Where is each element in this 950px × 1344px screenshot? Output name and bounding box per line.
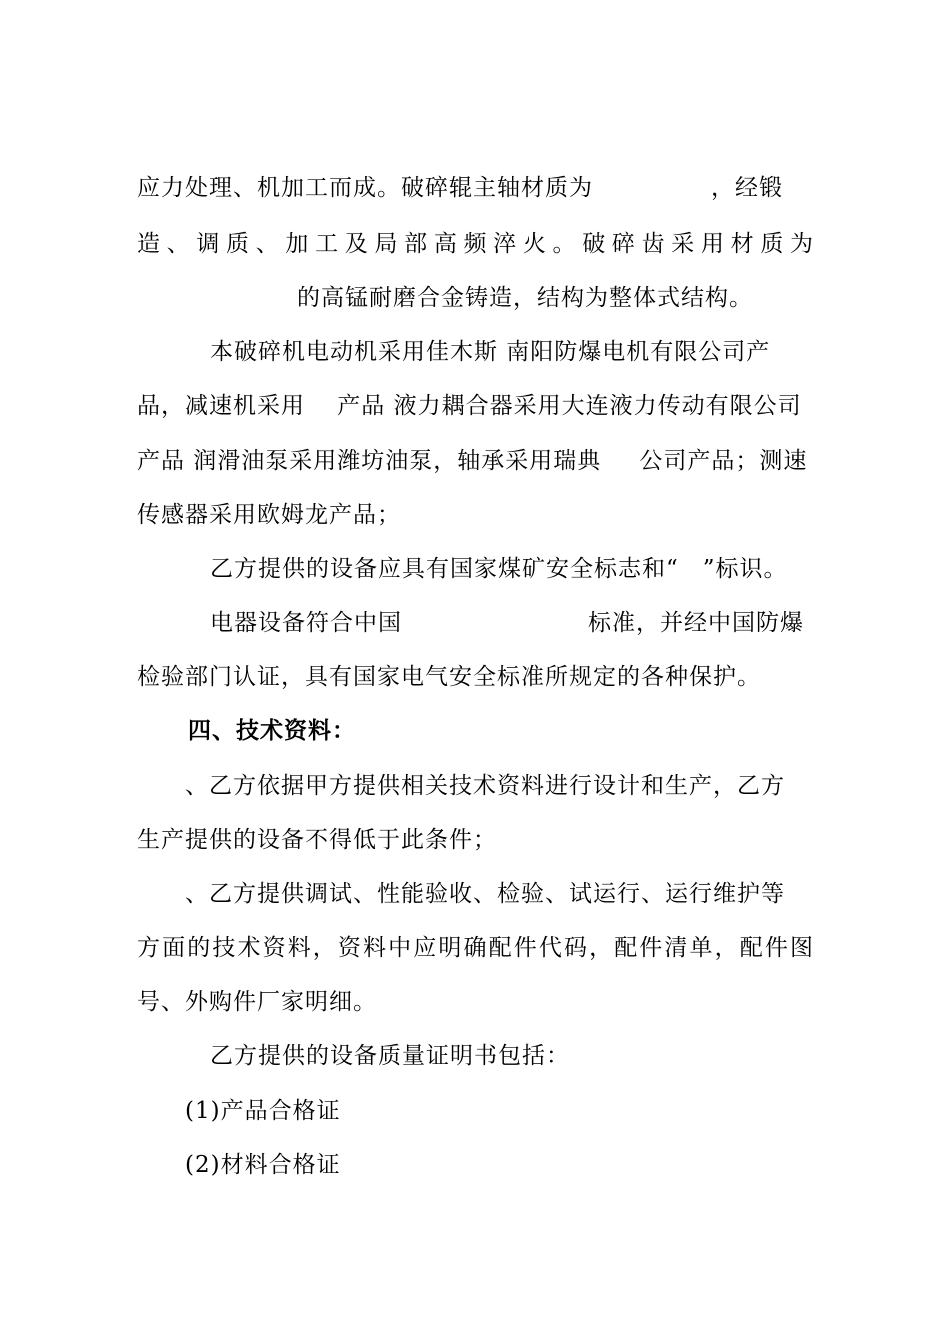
text-segment: 公司产品；测速 (639, 448, 808, 474)
paragraph-line: 乙方提供的设备应具有国家煤矿安全标志和“ ”标识。 (210, 556, 788, 582)
paragraph-line: 乙方提供的设备质量证明书包括： (210, 1043, 570, 1069)
paragraph-line: 号、外购件厂家明细。 (137, 989, 377, 1015)
text-segment: 标准，并经中国防爆 (588, 610, 804, 636)
paragraph-line: 本破碎机电动机采用佳木斯 南阳防爆电机有限公司产 (210, 339, 771, 365)
paragraph-line: 的高锰耐磨合金铸造，结构为整体式结构。 (297, 285, 753, 311)
paragraph-line: 传感器采用欧姆龙产品； (137, 502, 401, 528)
paragraph-line: 造、调质、加工及局部高频淬火。破碎齿采用材质为 (137, 231, 814, 257)
paragraph-line (137, 173, 814, 203)
text-segment: ，经锻 (711, 175, 783, 201)
section-heading: 四、技术资料： (188, 717, 356, 744)
paragraph-line: 、乙方依据甲方提供相关技术资料进行设计和生产，乙方 (185, 773, 785, 799)
text-segment: 产品 润滑油泵采用潍坊油泵，轴承采用瑞典 (137, 448, 602, 474)
text-segment: 电器设备符合中国 (210, 610, 402, 636)
paragraph-line (137, 446, 807, 476)
paragraph-line (210, 608, 804, 638)
list-item: (2)材料合格证 (185, 1152, 341, 1178)
paragraph-line: 品，减速机采用 产品 液力耦合器采用大连液力传动有限公司 (137, 393, 802, 419)
text-segment: 应力处理、机加工而成。破碎辊主轴材质为 (137, 175, 593, 201)
paragraph-line: 检验部门认证，具有国家电气安全标准所规定的各种保护。 (137, 664, 761, 690)
paragraph-line: 生产提供的设备不得低于此条件； (137, 827, 497, 853)
list-item: (1)产品合格证 (185, 1098, 341, 1124)
paragraph-line: 、乙方提供调试、性能验收、检验、试运行、运行维护等 (185, 881, 785, 907)
paragraph-line: 方面的技术资料，资料中应明确配件代码，配件清单，配件图 (137, 935, 814, 961)
